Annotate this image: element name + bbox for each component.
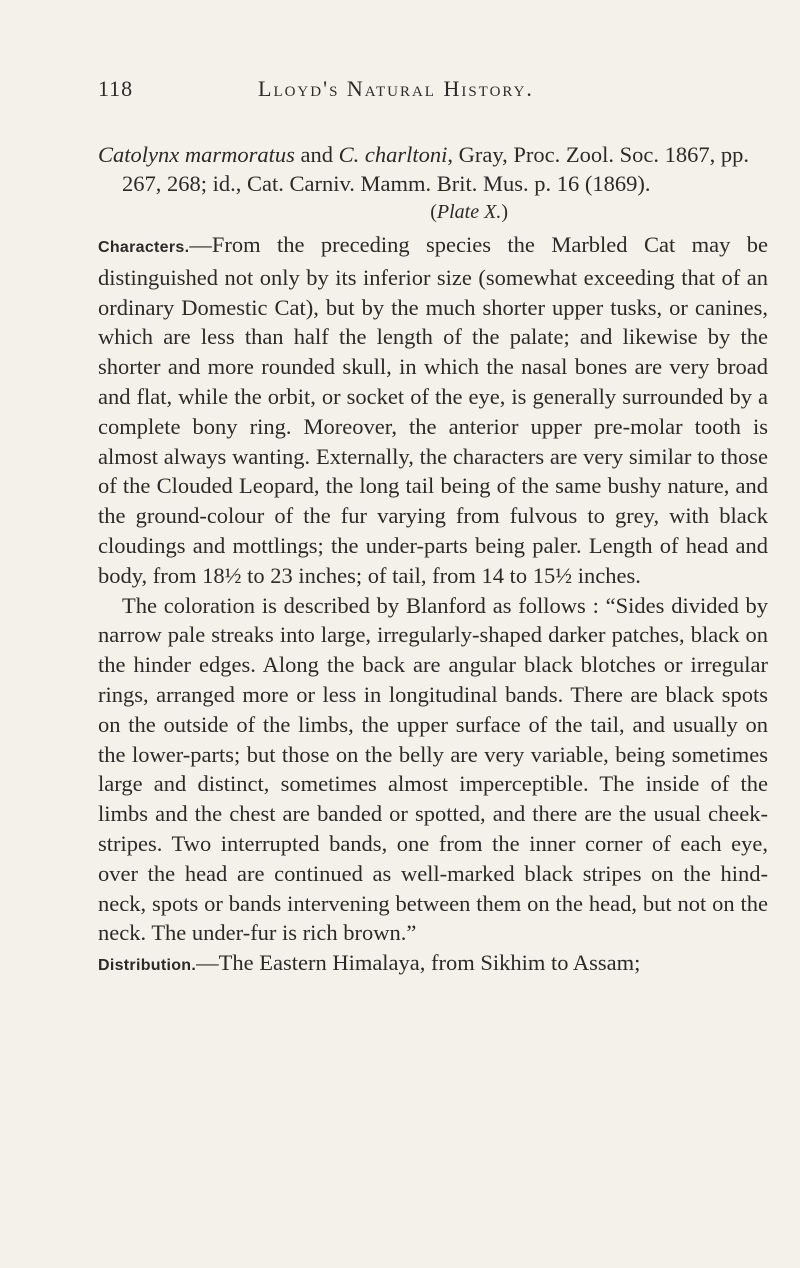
- synonymy-citation: , Gray, Proc. Zool. Soc. 1867, pp. 267, 268; id., Cat. Carniv. Mamm. Brit. Mus. p. 16 (1869).: [122, 142, 750, 196]
- page-content: [98, 76, 768, 981]
- plate-reference: (Plate X.): [430, 201, 508, 223]
- running-head: Lloyd's Natural History.: [258, 76, 534, 101]
- distribution-label: Distribution.: [98, 957, 197, 975]
- characters-label: Characters.: [98, 239, 190, 256]
- synonymy-conjunction: and: [294, 142, 339, 167]
- plate-label: Plate X.: [436, 201, 502, 223]
- synonymy: [98, 140, 768, 198]
- page-number: 118: [98, 76, 134, 101]
- characters-text: —From the preceding species the Marbled Cat may be distinguished not only by its inferior size (somewhat exceeding that of an ordinary Domestic Cat), but by the much shorter upper tusks, or canines, which are less than half the length of the palate; and likewise by the shorter and more rounded skull, in which the nasal bones are very broad and flat, while the orbit, or socket of the eye, is generally surrounded by a complete bony ring. Moreover, the anterior upper pre-molar tooth is almost always wanting. Externally, the characters are very similar to those of the Clouded Leopard, the long tail being of the same bushy nature, and the ground-colour of the fur varying from fulvous to grey, with black cloudings and mottlings; the under-parts being paler. Length of head and body, from 18½ to 23 inches; of tail, from 14 to 15½ inches.: [98, 232, 768, 588]
- page-header: [98, 76, 768, 116]
- distribution-text: —The Eastern Himalaya, from Sikhim to Assam;: [196, 950, 641, 976]
- synonym-name: C. charltoni: [338, 142, 448, 167]
- species-name: Catolynx marmoratus: [98, 142, 295, 167]
- distribution-paragraph: [98, 948, 768, 981]
- coloration-paragraph: The coloration is described by Blanford as follows : “Sides divided by narrow pale streaks into large, irregularly-shaped darker patches, black on the hinder edges. Along the back are angular black blotches or irregular rings, arranged more or less in longitudinal bands. There are black spots on the outside of the limbs, the upper surface of the tail, and usually on the lower-parts; but those on the belly are very variable, being sometimes large and distinct, sometimes almost imperceptible. The inside of the limbs and the chest are banded or spotted, and there are the usual cheek-stripes. Two interrupted bands, one from the inner corner of each eye, over the head are continued as well-marked black stripes on the hind-neck, spots or bands intervening between them on the head, but not on the neck. The under-fur is rich brown.”: [98, 592, 768, 946]
- characters-paragraph: [98, 230, 768, 591]
